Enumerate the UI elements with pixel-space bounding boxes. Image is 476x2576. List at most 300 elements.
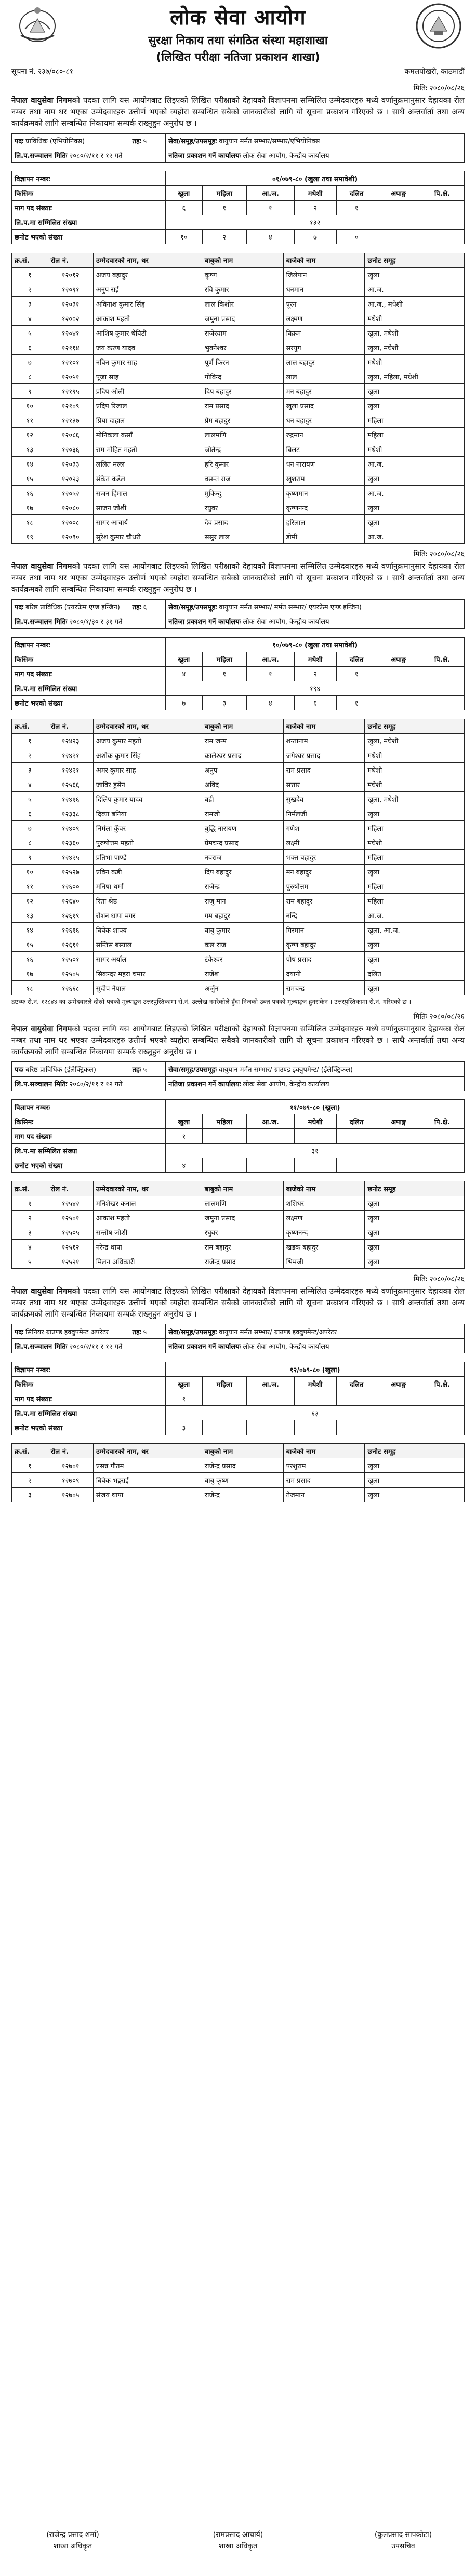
signatory-role: शाखा अधिकृत (218, 2542, 258, 2551)
category-header: महिला (202, 652, 247, 667)
service-label: सेवा/समूह/उपसमूहः (168, 1066, 217, 1074)
category-header: मधेशी (294, 186, 336, 201)
table-row (12, 399, 465, 413)
table-cell: २ (12, 1211, 48, 1225)
table-cell: मन बहादुर (283, 384, 365, 399)
posts-count-cell: १ (336, 667, 377, 681)
posts-count-cell (294, 1391, 336, 1406)
col-father: बाबुको नाम (202, 253, 283, 268)
table-cell: सरयुग (283, 340, 365, 355)
table-cell: बिलट (283, 442, 365, 457)
table-cell: शन्तानाम (283, 734, 365, 748)
header (11, 0, 465, 78)
table-cell: मनिशेखर कनाल (93, 1196, 202, 1211)
vacancy-table (11, 1362, 465, 1435)
table-cell: खुला (365, 952, 465, 966)
table-cell: १२०४१ (48, 326, 93, 340)
category-header: अपाङ्ग (377, 1114, 420, 1129)
table-cell: पूजा साह (93, 369, 202, 384)
selected-count-cell (202, 1158, 247, 1173)
table-cell: १० (12, 865, 48, 879)
table-cell: १ (12, 734, 48, 748)
category-header: महिला (202, 186, 247, 201)
selected-count-cell (202, 1420, 247, 1435)
exam-date-value: २०८०/२/११ र १२ गते (69, 152, 123, 160)
col-sn: क्र.सं. (12, 1181, 48, 1196)
table-cell: महिला (365, 850, 465, 865)
table-cell: आकाश महतो (93, 1211, 202, 1225)
table-cell: ९ (12, 850, 48, 865)
selected-count-cell (377, 230, 420, 244)
posts-count-cell: २ (294, 201, 336, 215)
table-cell: अनुप राई (93, 282, 202, 297)
table-cell: १२ (12, 894, 48, 908)
col-roll: रोल नं. (48, 719, 93, 734)
table-cell: रोशन थापा मगर (93, 908, 202, 923)
signatory-role: शाखा अधिकृत (53, 2542, 92, 2551)
table-cell: दिलिप कुमार यादव (93, 792, 202, 806)
table-cell: अनुप (202, 763, 283, 777)
table-cell: १६ (12, 486, 48, 500)
table-row (12, 413, 465, 428)
col-roll: रोल नं. (48, 253, 93, 268)
result-section (11, 549, 465, 1006)
col-group: छनोट समूह (365, 1444, 465, 1458)
table-cell: ३ (12, 1225, 48, 1240)
table-cell: खुला, मधेशी (365, 326, 465, 340)
table-cell: खडक बहादुर (283, 1240, 365, 1254)
posts-count-cell (247, 1391, 294, 1406)
category-header: महिला (202, 1377, 247, 1391)
appeared-value: ३१ (166, 1144, 465, 1158)
table-cell: निर्मलजी (283, 806, 365, 821)
signatory-name: (राजेन्द्र प्रसाद शर्मा) (46, 2531, 99, 2539)
post-value: बरिष्ठ प्राविधिक (ईलेक्ट्रिकल) (25, 1066, 96, 1074)
office-value: लोक सेवा आयोग, केन्द्रीय कार्यालय (243, 1343, 329, 1351)
table-cell: बुद्धि नारायण (202, 821, 283, 835)
col-sn: क्र.सं. (12, 253, 48, 268)
table-cell: १२५४२ (48, 1196, 93, 1211)
level-value: ५ (143, 1066, 147, 1074)
table-cell: १२०९० (48, 529, 93, 544)
section-date: मितिः २०८०/०८/२६ (413, 1013, 465, 1021)
exam-info-table (11, 1324, 465, 1353)
table-row (12, 923, 465, 937)
ad-no-value: १०/०७९-८० (खुला तथा समावेशी) (166, 638, 465, 652)
table-cell: महिला (365, 413, 465, 428)
office-label: नतिजा प्रकाशन गर्ने कार्यालयः (168, 1080, 241, 1088)
table-cell: खुला (365, 471, 465, 486)
col-grandfather: बाजेको नाम (283, 1181, 365, 1196)
table-cell: १२१०१ (48, 355, 93, 369)
level-label: तहः (132, 137, 141, 145)
table-cell: प्रसन्न गौतम (93, 1458, 202, 1473)
table-row (12, 879, 465, 894)
table-cell: ९ (12, 384, 48, 399)
table-cell: १२ (12, 428, 48, 442)
table-cell: मिलन अधिकारी (93, 1254, 202, 1269)
selected-count-cell (420, 696, 464, 710)
post-value: बरिष्ठ प्राविधिक (एयरफ्रेम एण्ड इन्जिन) (25, 603, 120, 612)
table-cell: पुरुषोत्तम महतो (93, 835, 202, 850)
table-cell: सजन हिमाल (93, 486, 202, 500)
notice-text: को पदका लागि यस आयोगबाट लिइएको लिखित परीक्षाको देहायको विज्ञापनमा सम्मिलित उम्मेदवारहरु मध्ये वर्णानुक्रमानुसार देहायका रोल नम्बर तथा नाम थर भएका उम्मेदवारहरु उत्तीर्ण भएको व्यहोरा सम्बन्धित सबैको जानकारीको लागि यो सूचना प्रकाशन गरिएको छ । साथै अन्तर्वार्ता तथा अन्य कार्यक्रमको लागि सम्बन्धित निकायमा सम्पर्क राख्नुहुन अनुरोध छ । (11, 1024, 465, 1056)
table-row (12, 326, 465, 340)
level-label: तहः (132, 603, 141, 612)
posts-count-cell (294, 1129, 336, 1144)
table-cell: खुला (365, 268, 465, 282)
table-cell: खुला (365, 937, 465, 952)
table-row (12, 442, 465, 457)
table-cell: ८ (12, 369, 48, 384)
table-cell: नवराज (202, 850, 283, 865)
table-cell: पूरन (283, 297, 365, 311)
table-cell: नबिन कुमार साह (93, 355, 202, 369)
table-cell: कालेश्वर प्रसाद (202, 748, 283, 763)
table-row (12, 734, 465, 748)
table-cell: ४ (12, 311, 48, 326)
posts-count-cell (336, 1129, 377, 1144)
table-row (12, 748, 465, 763)
table-cell: राजेन्द्र प्रसाद (202, 1458, 283, 1473)
table-row (12, 1488, 465, 1502)
col-group: छनोट समूह (365, 719, 465, 734)
selected-count-cell: २ (202, 230, 247, 244)
selected-count-cell: ६ (294, 696, 336, 710)
table-row (12, 471, 465, 486)
table-cell: १२०८६ (48, 428, 93, 442)
org-subtitle: सुरक्षा निकाय तथा संगठित संस्था महाशाखा (148, 34, 328, 47)
col-group: छनोट समूह (365, 253, 465, 268)
psc-logo-icon (415, 2, 462, 50)
table-cell: खुला, मधेशी (365, 734, 465, 748)
table-cell: १२०९१ (48, 282, 93, 297)
selected-count-cell (336, 1420, 377, 1435)
table-cell: सन्तिस बस्याल (93, 937, 202, 952)
table-cell: १२४०९ (48, 821, 93, 835)
service-value: वायुयान मर्मत सम्भार/ ग्राउण्ड इक्वुपमेन्ट/ (ईलेक्ट्रिकल) (219, 1066, 353, 1074)
category-header: महिला (202, 1114, 247, 1129)
posts-count-label: माग पद संख्याः (12, 1129, 166, 1144)
table-cell: कृष्णमान (283, 486, 365, 500)
ad-no-label: विज्ञापन नम्बरः (12, 1362, 166, 1377)
col-father: बाबुको नाम (202, 1181, 283, 1196)
category-header: दलित (336, 652, 377, 667)
service-value: वायुयान मर्मत सम्भार/ ग्राउण्ड इक्वुपमेन्ट/अपरेटर (219, 1328, 337, 1336)
table-cell: प्रेमचन्द प्रसाद (202, 835, 283, 850)
table-cell: जमुना प्रसाद (202, 311, 283, 326)
table-cell: राम बहादुर (283, 894, 365, 908)
vacancy-table (11, 171, 465, 244)
table-cell: १४ (12, 923, 48, 937)
table-cell: मनिषा थर्मा (93, 879, 202, 894)
org-section: (लिखित परीक्षा नतिजा प्रकाशन शाखा) (156, 51, 320, 64)
table-row (12, 1211, 465, 1225)
table-cell: प्रतिभा पाण्डे (93, 850, 202, 865)
posts-count-cell (420, 1129, 464, 1144)
table-cell: प्रदिप ओली (93, 384, 202, 399)
selected-count-cell (294, 1158, 336, 1173)
table-cell: कृष्ण (202, 268, 283, 282)
selected-count-cell: ४ (166, 1158, 202, 1173)
table-cell: १२४१६ (48, 792, 93, 806)
table-cell: पुरुषोत्तम (283, 879, 365, 894)
posts-count-cell: ४ (166, 667, 202, 681)
category-header: पि.क्षे. (420, 652, 464, 667)
selected-count-cell (336, 1158, 377, 1173)
table-cell: प्रविन कडी (93, 865, 202, 879)
table-cell: खुला (365, 1473, 465, 1488)
col-name: उम्मेदवारको नाम, थर (93, 719, 202, 734)
posts-count-cell (377, 1129, 420, 1144)
posts-count-cell (202, 1391, 247, 1406)
table-row (12, 806, 465, 821)
table-cell: मधेशी (365, 748, 465, 763)
table-cell: ३ (12, 297, 48, 311)
table-cell: दलित (365, 966, 465, 981)
table-cell: १२५२१ (48, 1254, 93, 1269)
table-cell: धन नारायण (283, 457, 365, 471)
selected-count-cell (377, 1158, 420, 1173)
ad-no-value: ०१/०७९-८० (खुला तथा समावेशी) (166, 171, 465, 186)
selected-label: छनोट भएको संख्या (12, 1158, 166, 1173)
table-cell: धन बहादुर (283, 413, 365, 428)
table-cell: राजु मान (202, 894, 283, 908)
category-header: दलित (336, 1377, 377, 1391)
table-cell: आकाश महतो (93, 311, 202, 326)
table-cell: महिला (365, 428, 465, 442)
table-cell: भक्त बहादुर (283, 850, 365, 865)
table-row (12, 515, 465, 529)
table-cell: कृष्ण बहादुर (283, 937, 365, 952)
ad-no-value: १२/०७९-८० (खुला) (166, 1362, 465, 1377)
table-row (12, 981, 465, 995)
selected-count-cell (377, 696, 420, 710)
section-date: मितिः २०८०/०८/२६ (413, 1275, 465, 1283)
posts-count-cell (377, 667, 420, 681)
table-cell: आ.ज. (365, 529, 465, 544)
posts-count-cell: २ (294, 667, 336, 681)
table-cell: बाबु कृष्ण (202, 1473, 283, 1488)
table-row (12, 952, 465, 966)
post-value: सिनियर ग्राउण्ड इक्वुपमेन्ट अपरेटर (25, 1328, 109, 1336)
table-cell: ५ (12, 1254, 48, 1269)
posts-count-cell: १ (166, 1391, 202, 1406)
table-cell: आ.ज. (365, 282, 465, 297)
signatory-role: उपसचिव (391, 2542, 415, 2551)
table-cell: अर्जुन (202, 981, 283, 995)
col-grandfather: बाजेको नाम (283, 253, 365, 268)
table-cell: खुला, महिला, मधेशी (365, 369, 465, 384)
table-cell: आ.ज. (365, 908, 465, 923)
table-cell: अशोक कुमार सिंह (93, 748, 202, 763)
table-row (12, 821, 465, 835)
table-cell: वसन्त राज (202, 471, 283, 486)
table-cell: महिला (365, 821, 465, 835)
table-row (12, 486, 465, 500)
table-cell: कृष्णनन्द (283, 1225, 365, 1240)
table-cell: दिप बहादुर (202, 384, 283, 399)
table-cell: मधेशी (365, 311, 465, 326)
table-row (12, 894, 465, 908)
category-header: खुला (166, 186, 202, 201)
table-cell: सत्तार (283, 777, 365, 792)
org-name: नेपाल वायुसेवा निगम (11, 1286, 72, 1296)
col-sn: क्र.सं. (12, 1444, 48, 1458)
level-label: तहः (132, 1328, 141, 1336)
table-cell: खुला (365, 865, 465, 879)
table-cell: १२०५१ (48, 369, 93, 384)
col-sn: क्र.सं. (12, 719, 48, 734)
result-section (11, 1274, 465, 1502)
table-cell: सागर अर्याल (93, 952, 202, 966)
table-cell: खुला (365, 399, 465, 413)
table-row (12, 500, 465, 515)
signature-2 (181, 2529, 295, 2552)
org-title: लोक सेवा आयोग (170, 6, 306, 30)
table-cell: १२०१२ (48, 268, 93, 282)
table-cell: ४ (12, 777, 48, 792)
table-cell: रुद्रमान (283, 428, 365, 442)
col-grandfather: बाजेको नाम (283, 1444, 365, 1458)
service-label: सेवा/समूह/उपसमूहः (168, 1328, 217, 1336)
posts-count-label: माग पद संख्याः (12, 667, 166, 681)
table-cell: ५ (12, 792, 48, 806)
notice-paragraph (11, 95, 465, 129)
selected-count-cell (420, 230, 464, 244)
ad-no-label: विज्ञापन नम्बरः (12, 638, 166, 652)
table-row (12, 792, 465, 806)
table-cell: साजन जोशी (93, 500, 202, 515)
table-cell: १२०८० (48, 500, 93, 515)
table-row (12, 428, 465, 442)
table-cell: १२७०५ (48, 1488, 93, 1502)
posts-count-cell: १ (166, 1129, 202, 1144)
table-cell: मधेशी (365, 442, 465, 457)
table-cell: निर्मला कुँवर (93, 821, 202, 835)
category-header: दलित (336, 1114, 377, 1129)
table-cell: ११ (12, 879, 48, 894)
exam-date-label: लि.प.सञ्चालन मितिः (15, 1343, 68, 1351)
table-cell: संकेत कडेल (93, 471, 202, 486)
table-cell: ३ (12, 1488, 48, 1502)
level-value: ५ (143, 137, 147, 145)
col-name: उम्मेदवारको नाम, थर (93, 1444, 202, 1458)
ad-no-value: ११/०७९-८० (खुला) (166, 1100, 465, 1114)
table-row (12, 850, 465, 865)
table-cell: पोष प्रसाद (283, 952, 365, 966)
category-header: मधेशी (294, 1114, 336, 1129)
table-cell: १६ (12, 952, 48, 966)
category-header: आ.ज. (247, 1377, 294, 1391)
table-cell: परशुराम (283, 1458, 365, 1473)
table-cell: रवि कुमार (202, 282, 283, 297)
table-cell: गम बहादुर (202, 908, 283, 923)
posts-count-cell: १ (202, 667, 247, 681)
table-cell: १२०२३ (48, 471, 93, 486)
table-cell: गोबिन्द (202, 369, 283, 384)
table-cell: हरिलाल (283, 515, 365, 529)
category-header: पि.क्षे. (420, 1377, 464, 1391)
posts-count-cell: ६ (166, 201, 202, 215)
table-row (12, 777, 465, 792)
table-cell: बिक्रम (283, 326, 365, 340)
table-cell: जगेश्वर प्रसाद (283, 748, 365, 763)
posts-count-cell: १ (202, 201, 247, 215)
section-date: मितिः २०८०/०८/२६ (413, 84, 465, 92)
selected-count-cell: ० (336, 230, 377, 244)
selected-count-cell (420, 1420, 464, 1435)
selected-count-cell (420, 1158, 464, 1173)
exam-date-label: लि.प.सञ्चालन मितिः (15, 1080, 68, 1088)
table-cell: ६ (12, 340, 48, 355)
category-header: दलित (336, 186, 377, 201)
table-cell: मन बहादुर (283, 865, 365, 879)
table-cell: ६ (12, 806, 48, 821)
ad-no-label: विज्ञापन नम्बरः (12, 171, 166, 186)
table-cell: रघुवर (202, 500, 283, 515)
table-cell: १२६६८ (48, 981, 93, 995)
table-cell: १२४२१ (48, 763, 93, 777)
selected-count-cell: ३ (202, 696, 247, 710)
table-cell: १२४२३ (48, 734, 93, 748)
table-cell: २ (12, 282, 48, 297)
table-cell: अजय कुमार महतो (93, 734, 202, 748)
appeared-value: १३२ (166, 215, 465, 230)
table-cell: सिकन्दर महरा चमार (93, 966, 202, 981)
level-value: ६ (143, 603, 147, 612)
table-cell: जिलेपान (283, 268, 365, 282)
table-cell: १२५०५ (48, 966, 93, 981)
service-label: सेवा/समूह/उपसमूहः (168, 137, 217, 145)
table-cell: राजेन्द्र प्रसाद (202, 1254, 283, 1269)
table-row (12, 355, 465, 369)
posts-count-label: माग पद संख्याः (12, 201, 166, 215)
table-cell: खुला (365, 500, 465, 515)
selected-label: छनोट भएको संख्या (12, 696, 166, 710)
table-cell: १७ (12, 966, 48, 981)
category-header: खुला (166, 1114, 202, 1129)
table-row (12, 457, 465, 471)
table-row (12, 529, 465, 544)
service-value: वायुयान मर्मत सम्भार/ मर्मत सम्भार/ एयरफ्रेम एण्ड इन्जिन) (219, 603, 362, 612)
category-header: आ.ज. (247, 1114, 294, 1129)
table-row (12, 1254, 465, 1269)
table-cell: खुला (365, 1240, 465, 1254)
table-cell: १८ (12, 981, 48, 995)
notice-text: को पदका लागि यस आयोगबाट लिइएको लिखित परीक्षाको देहायको विज्ञापनमा सम्मिलित उम्मेदवारहरु मध्ये वर्णानुक्रमानुसार देहायका रोल नम्बर तथा नाम थर भएका उम्मेदवारहरु उत्तीर्ण भएको व्यहोरा सम्बन्धित सबैको जानकारीको लागि यो सूचना प्रकाशन गरिएको छ । साथै अन्तर्वार्ता तथा अन्य कार्यक्रमको लागि सम्बन्धित निकायमा सम्पर्क राख्नुहुन अनुरोध छ । (11, 96, 465, 128)
office-label: नतिजा प्रकाशन गर्ने कार्यालयः (168, 1343, 241, 1351)
org-name: नेपाल वायुसेवा निगम (11, 1024, 72, 1033)
appeared-value: १९४ (166, 681, 465, 696)
post-label: पदः (15, 137, 23, 145)
notice-number: सूचना नं. २३७/०८०-८१ (11, 68, 73, 76)
posts-count-cell: १ (336, 201, 377, 215)
table-row (12, 908, 465, 923)
table-cell: १५ (12, 937, 48, 952)
table-cell: रघुवर (202, 1225, 283, 1240)
org-name: नेपाल वायुसेवा निगम (11, 96, 72, 105)
table-cell: २ (12, 748, 48, 763)
posts-count-cell (377, 201, 420, 215)
table-cell: १ (12, 1196, 48, 1211)
table-cell: १२३३८ (48, 806, 93, 821)
table-cell: १८ (12, 515, 48, 529)
table-cell: खुला (365, 1211, 465, 1225)
table-cell: १० (12, 399, 48, 413)
candidate-table (11, 253, 465, 544)
table-row (12, 1473, 465, 1488)
